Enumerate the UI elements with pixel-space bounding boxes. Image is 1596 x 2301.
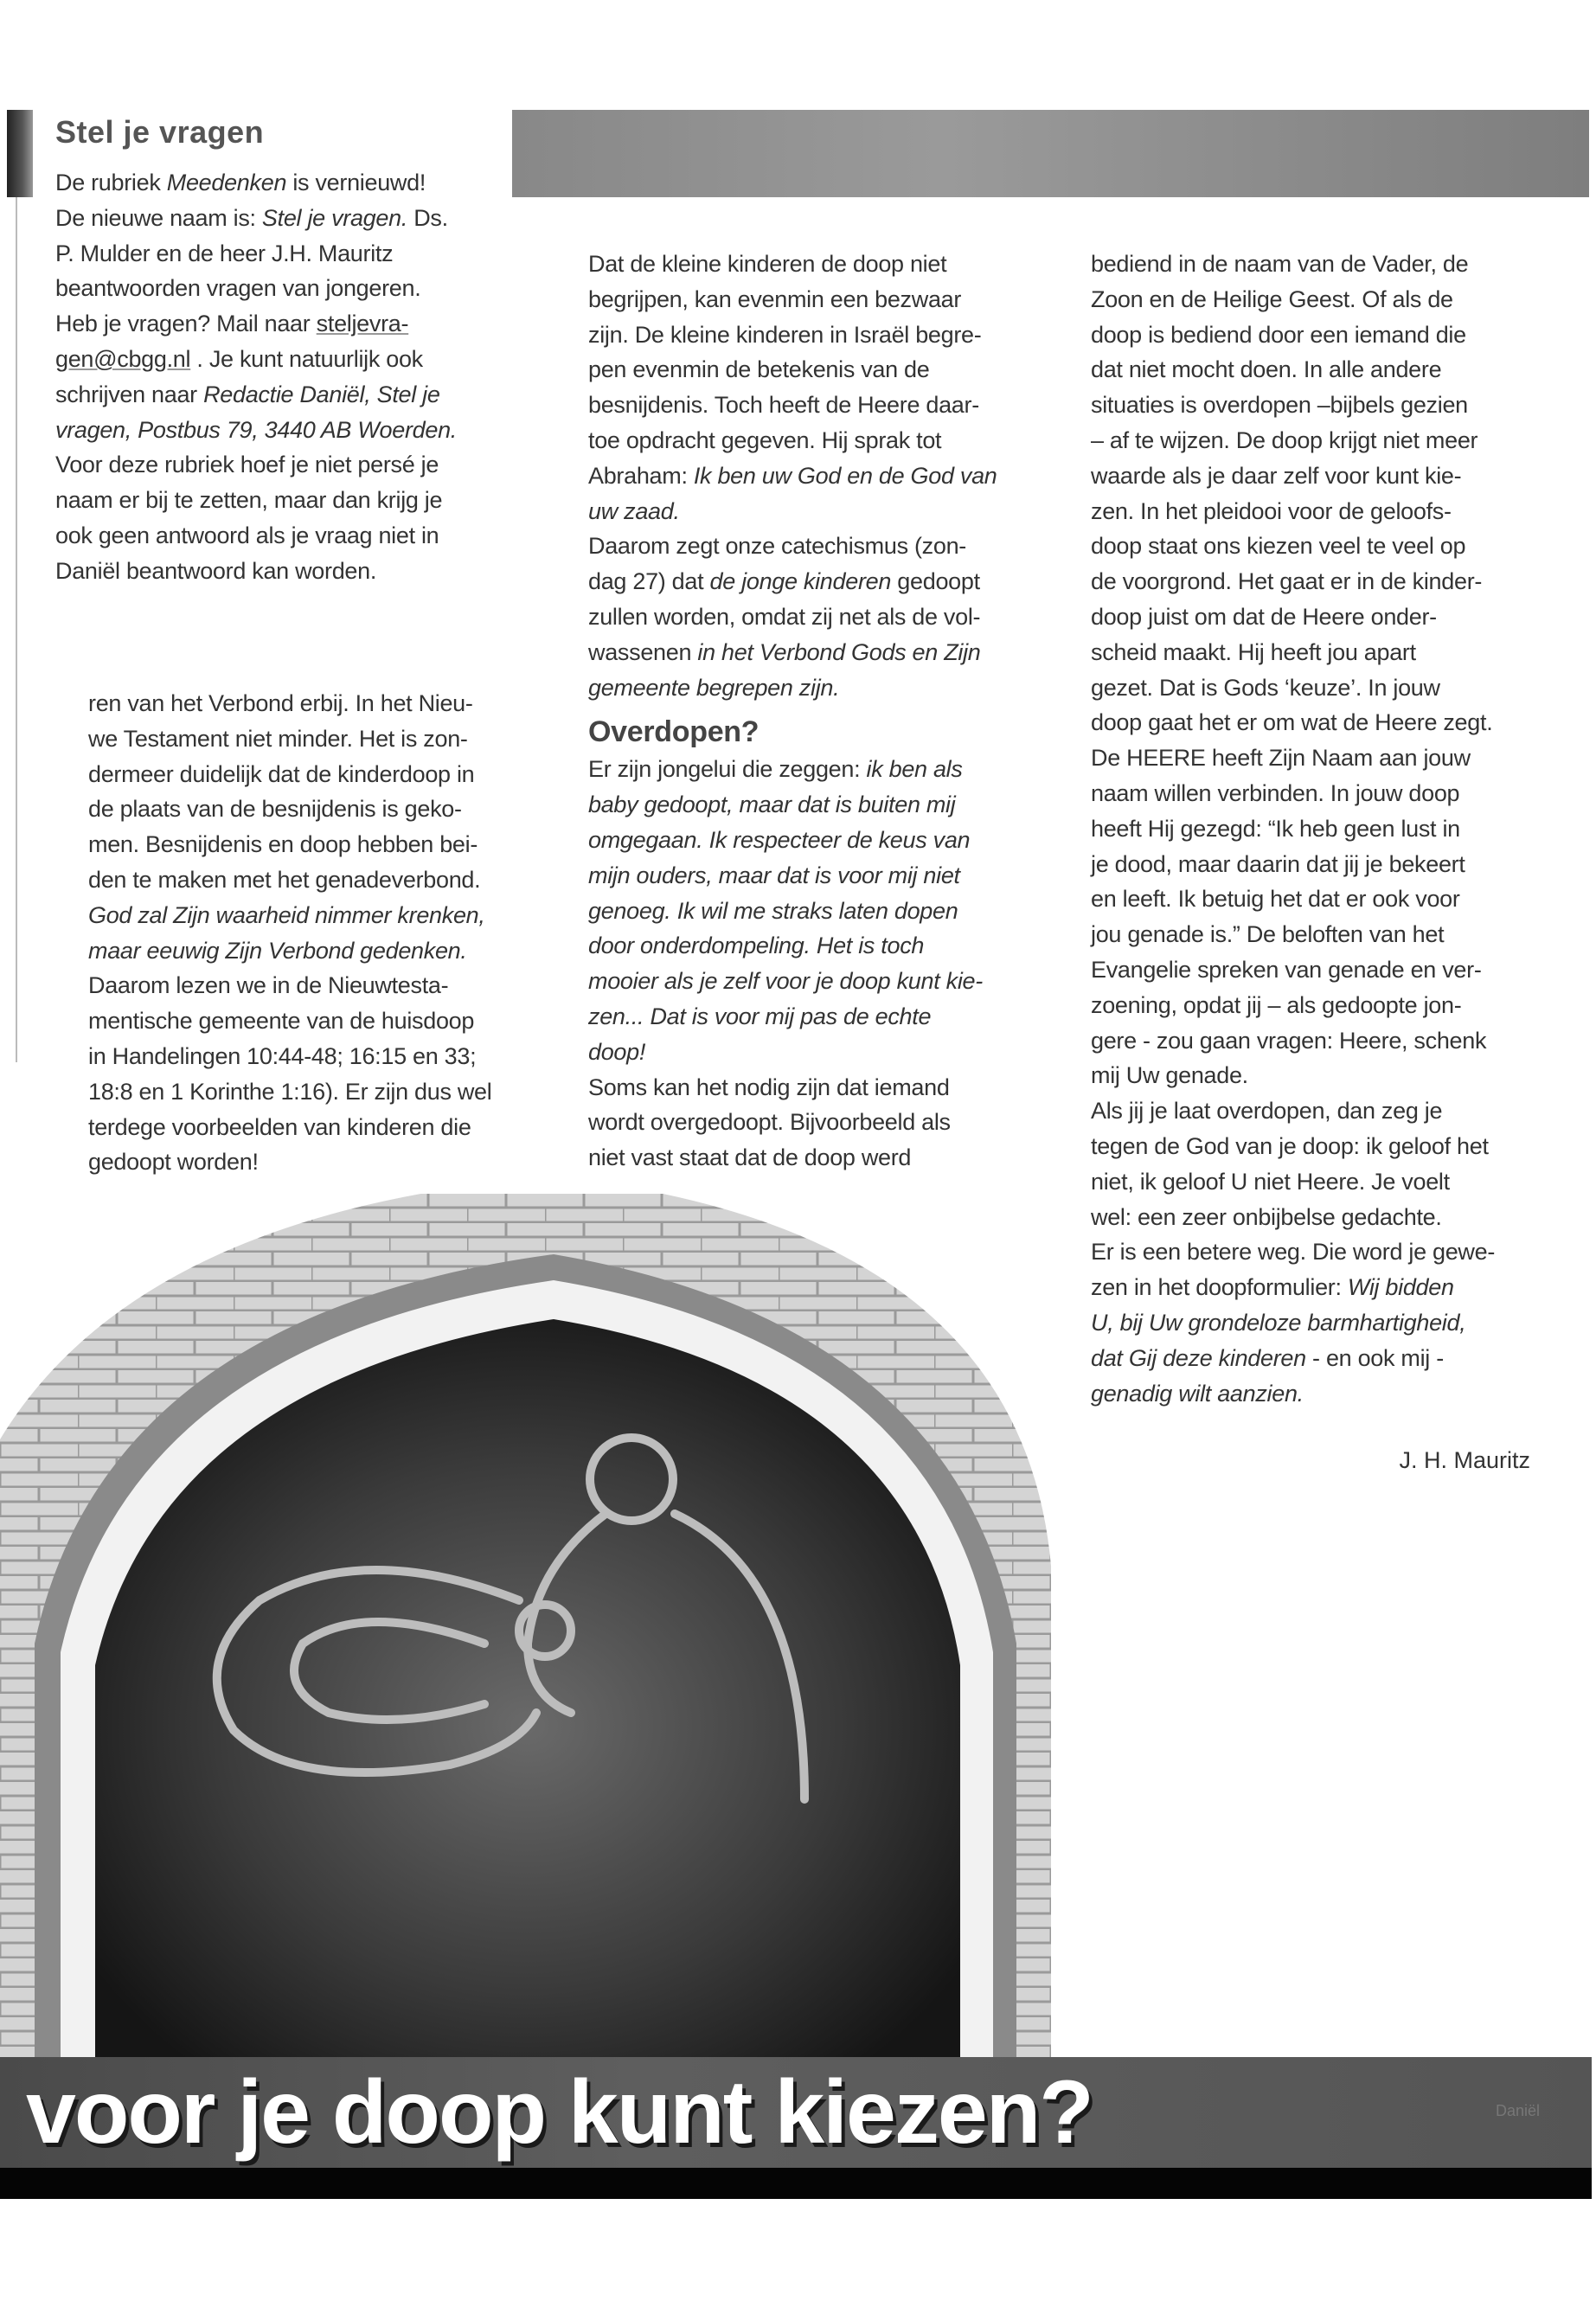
text-segment: en leeft. Ik betuig het dat er ook voor bbox=[1091, 886, 1460, 913]
sidebar-text bbox=[55, 165, 457, 589]
text-line bbox=[588, 1105, 997, 1140]
text-segment: Voor deze rubriek hoef je niet persé je bbox=[55, 452, 439, 478]
text-segment: mijn ouders, maar dat is voor mij niet bbox=[588, 862, 960, 888]
text-segment: De nieuwe naam is: bbox=[55, 204, 262, 231]
text-segment: naam er bij te zetten, maar dan krijg je bbox=[55, 487, 443, 514]
text-segment: genoeg. Ik wil me straks laten dopen bbox=[588, 897, 958, 924]
text-segment: schrijven naar bbox=[55, 381, 204, 407]
text-segment: tegen de God van je doop: ik geloof het bbox=[1091, 1132, 1489, 1159]
text-segment: omgegaan. Ik respecteer de keus van bbox=[588, 826, 971, 853]
sidebar-title: Stel je vragen bbox=[55, 114, 265, 150]
text-line bbox=[1091, 881, 1495, 917]
text-line bbox=[55, 271, 457, 306]
text-line bbox=[1091, 282, 1495, 317]
text-segment: gemeente begrepen zijn. bbox=[588, 674, 840, 701]
text-line bbox=[1091, 811, 1495, 847]
section-heading: Overdopen? bbox=[588, 715, 760, 749]
text-line bbox=[588, 752, 997, 787]
text-line bbox=[588, 928, 997, 964]
text-segment: dat niet mocht doen. In alle andere bbox=[1091, 356, 1442, 383]
text-segment: P. Mulder en de heer J.H. Mauritz bbox=[55, 240, 394, 266]
text-segment: Abraham: bbox=[588, 462, 694, 489]
text-segment: mentische gemeente van de huisdoop bbox=[88, 1008, 475, 1035]
text-line bbox=[55, 377, 457, 413]
column-left bbox=[88, 686, 491, 1180]
text-line bbox=[88, 968, 491, 1003]
text-line bbox=[1091, 705, 1495, 740]
text-segment: mooier als je zelf voor je doop kunt kie- bbox=[588, 968, 983, 995]
text-segment: . Je kunt natuurlijk ook bbox=[190, 345, 423, 372]
text-segment: terdege voorbeelden van kinderen die bbox=[88, 1113, 471, 1140]
text-line bbox=[1091, 776, 1495, 811]
text-segment: ook geen antwoord als je vraag niet in bbox=[55, 522, 439, 548]
text-segment: gedoopt bbox=[891, 568, 980, 595]
text-segment: maar eeuwig Zijn Verbond gedenken. bbox=[88, 937, 467, 964]
text-segment: waarde als je daar zelf voor kunt kie- bbox=[1091, 462, 1462, 489]
text-line bbox=[1091, 494, 1495, 529]
email-link[interactable]: gen@cbgg.nl bbox=[55, 345, 191, 372]
text-line bbox=[1091, 635, 1495, 670]
text-segment: Ds. bbox=[407, 204, 448, 231]
column-right bbox=[1091, 247, 1495, 1411]
text-line bbox=[1091, 847, 1495, 882]
text-segment: Soms kan het nodig zijn dat iemand bbox=[588, 1074, 950, 1100]
text-segment: Er is een betere weg. Die word je gewe- bbox=[1091, 1239, 1496, 1266]
text-line bbox=[55, 165, 457, 201]
text-segment: baby gedoopt, maar dat is buiten mij bbox=[588, 792, 956, 818]
text-segment: niet vast staat dat de doop werd bbox=[588, 1144, 912, 1171]
text-segment: 18:8 en 1 Korinthe 1:16). Er zijn dus wel bbox=[88, 1078, 492, 1105]
text-segment: gere - zou gaan vragen: Heere, schenk bbox=[1091, 1027, 1487, 1054]
text-segment: is vernieuwd! bbox=[286, 170, 426, 195]
text-segment: niet, ik geloof U niet Heere. Je voelt bbox=[1091, 1168, 1450, 1195]
bottom-strip bbox=[0, 2168, 1592, 2199]
column-middle bbox=[588, 247, 997, 1176]
text-segment: uw zaad. bbox=[588, 497, 680, 524]
text-segment: we Testament niet minder. Het is zon- bbox=[88, 725, 468, 752]
text-segment: de plaats van de besnijdenis is geko- bbox=[88, 796, 462, 823]
text-segment: situaties is overdopen –bijbels gezien bbox=[1091, 392, 1468, 419]
text-segment: wassenen bbox=[588, 638, 698, 665]
text-segment: zoening, opdat jij – als gedoopte jon- bbox=[1091, 991, 1462, 1018]
text-line bbox=[88, 757, 491, 792]
text-segment: jou genade is.” De beloften van het bbox=[1091, 921, 1445, 948]
text-line bbox=[1091, 352, 1495, 388]
text-line bbox=[1091, 670, 1495, 706]
text-segment: men. Besnijdenis en doop hebben bei- bbox=[88, 831, 478, 858]
text-segment: Wij bidden bbox=[1347, 1274, 1454, 1301]
text-segment: vragen, Postbus 79, 3440 AB Woerden. bbox=[55, 416, 457, 443]
text-segment: scheid maakt. Hij heeft jou apart bbox=[1091, 638, 1416, 665]
text-segment: begrijpen, kan evenmin een bezwaar bbox=[588, 285, 962, 312]
text-line bbox=[1091, 1164, 1495, 1200]
text-line bbox=[588, 529, 997, 564]
text-segment: doop! bbox=[588, 1038, 646, 1065]
page-label: Daniël bbox=[1495, 2102, 1540, 2119]
text-line bbox=[588, 1140, 997, 1176]
text-line bbox=[588, 494, 997, 529]
text-segment: mij Uw genade. bbox=[1091, 1062, 1248, 1089]
text-segment: zijn. De kleine kinderen in Israël begre- bbox=[588, 321, 982, 348]
column-middle-top bbox=[588, 247, 997, 705]
text-line bbox=[1091, 1376, 1495, 1412]
text-segment: de jonge kinderen bbox=[709, 568, 892, 595]
column-middle-bottom bbox=[588, 752, 997, 1176]
margin-rule bbox=[16, 197, 17, 1062]
text-segment: door onderdompeling. Het is toch bbox=[588, 933, 925, 959]
text-line bbox=[588, 787, 997, 823]
text-segment: gezet. Dat is Gods ‘keuze’. In jouw bbox=[1091, 674, 1440, 701]
text-line bbox=[88, 827, 491, 862]
text-line bbox=[588, 388, 997, 423]
text-segment: doop gaat het er om wat de Heere zegt. bbox=[1091, 709, 1493, 736]
text-segment: pen evenmin de betekenis van de bbox=[588, 356, 930, 383]
text-line bbox=[88, 792, 491, 827]
text-segment: dag 27) dat bbox=[588, 568, 710, 595]
text-line bbox=[1091, 423, 1495, 458]
text-segment: doop staat ons kiezen veel te veel op bbox=[1091, 533, 1466, 560]
text-segment: in Handelingen 10:44-48; 16:15 en 33; bbox=[88, 1042, 477, 1069]
text-line bbox=[588, 1035, 997, 1070]
text-segment: den te maken met het genadeverbond. bbox=[88, 866, 481, 893]
text-line bbox=[55, 342, 457, 377]
text-line bbox=[588, 635, 997, 670]
text-segment: Daniël beantwoord kan worden. bbox=[55, 557, 377, 584]
text-line bbox=[588, 282, 997, 317]
text-line bbox=[1091, 1200, 1495, 1235]
text-line bbox=[588, 599, 997, 635]
text-line bbox=[55, 306, 457, 342]
text-line bbox=[1091, 1234, 1495, 1270]
text-segment: - en ook mij - bbox=[1305, 1344, 1444, 1371]
text-segment: – af te wijzen. De doop krijgt niet meer bbox=[1091, 426, 1478, 453]
text-line bbox=[1091, 1305, 1495, 1341]
text-segment: zen... Dat is voor mij pas de echte bbox=[588, 1003, 932, 1029]
text-line bbox=[1091, 988, 1495, 1023]
text-line bbox=[88, 1144, 491, 1180]
text-line bbox=[1091, 247, 1495, 282]
section-marker bbox=[7, 110, 33, 197]
text-line bbox=[88, 1110, 491, 1145]
text-segment: de voorgrond. Het gaat er in de kinder- bbox=[1091, 568, 1483, 595]
text-line bbox=[55, 413, 457, 448]
text-line bbox=[588, 964, 997, 999]
text-line bbox=[88, 686, 491, 721]
text-segment: naam willen verbinden. In jouw doop bbox=[1091, 779, 1460, 806]
text-line bbox=[1091, 1023, 1495, 1059]
text-line bbox=[588, 1070, 997, 1106]
text-segment: Dat de kleine kinderen de doop niet bbox=[588, 251, 947, 277]
article-title: voor je doop kunt kiezen? bbox=[26, 2062, 1093, 2163]
text-line bbox=[88, 1074, 491, 1110]
text-line bbox=[1091, 317, 1495, 353]
text-segment: ren van het Verbond erbij. In het Nieu- bbox=[88, 690, 473, 716]
title-banner bbox=[0, 2057, 1592, 2168]
text-line bbox=[1091, 599, 1495, 635]
text-line bbox=[1091, 564, 1495, 599]
text-line bbox=[1091, 1093, 1495, 1129]
text-segment: Daarom zegt onze catechismus (zon- bbox=[588, 533, 966, 560]
email-link[interactable]: steljevra- bbox=[316, 311, 409, 337]
text-segment: zen. In het pleidooi voor de geloofs- bbox=[1091, 497, 1452, 524]
text-segment: De rubriek bbox=[55, 170, 167, 195]
text-line bbox=[1091, 529, 1495, 564]
author-signature: J. H. Mauritz bbox=[1399, 1447, 1530, 1473]
text-segment: zen in het doopformulier: bbox=[1091, 1274, 1348, 1301]
text-segment: Zoon en de Heilige Geest. Of als de bbox=[1091, 285, 1453, 312]
text-line bbox=[588, 423, 997, 458]
text-segment: toe opdracht gegeven. Hij sprak tot bbox=[588, 426, 942, 453]
text-line bbox=[55, 518, 457, 554]
text-line bbox=[1091, 952, 1495, 988]
text-line bbox=[588, 894, 997, 929]
text-line bbox=[1091, 1341, 1495, 1376]
text-segment: U, bij Uw grondeloze barmhartigheid, bbox=[1091, 1309, 1466, 1336]
text-segment: heeft Hij gezegd: “Ik heb geen lust in bbox=[1091, 815, 1460, 842]
text-line bbox=[588, 999, 997, 1035]
baptism-window-photo bbox=[0, 1194, 1051, 2059]
text-line bbox=[588, 670, 997, 706]
text-line bbox=[88, 1039, 491, 1074]
text-segment: besnijdenis. Toch heeft de Heere daar- bbox=[588, 392, 979, 419]
text-segment: dermeer duidelijk dat de kinderdoop in bbox=[88, 760, 475, 787]
text-line bbox=[588, 564, 997, 599]
text-line bbox=[1091, 1270, 1495, 1305]
text-segment: wel: een zeer onbijbelse gedachte. bbox=[1091, 1203, 1442, 1230]
text-line bbox=[88, 898, 491, 933]
text-segment: gedoopt worden! bbox=[88, 1149, 259, 1176]
text-line bbox=[88, 721, 491, 757]
text-line bbox=[55, 554, 457, 589]
text-line bbox=[55, 236, 457, 272]
text-line bbox=[588, 317, 997, 353]
text-segment: Redactie Daniël, Stel je bbox=[203, 381, 440, 407]
text-line bbox=[88, 1003, 491, 1039]
text-line bbox=[1091, 917, 1495, 952]
text-segment: God zal Zijn waarheid nimmer krenken, bbox=[88, 901, 485, 928]
text-segment: wordt overgedoopt. Bijvoorbeeld als bbox=[588, 1109, 951, 1136]
text-segment: genadig wilt aanzien. bbox=[1091, 1380, 1304, 1407]
text-segment: doop juist om dat de Heere onder- bbox=[1091, 603, 1437, 630]
text-line bbox=[1091, 1129, 1495, 1164]
text-line bbox=[1091, 1058, 1495, 1093]
header-band bbox=[512, 110, 1589, 197]
text-segment: beantwoorden vragen van jongeren. bbox=[55, 275, 421, 302]
text-line bbox=[88, 933, 491, 969]
text-line bbox=[588, 458, 997, 494]
text-line bbox=[588, 858, 997, 894]
text-line bbox=[55, 201, 457, 236]
text-segment: je dood, maar daarin dat jij je bekeert bbox=[1091, 850, 1465, 877]
text-line bbox=[588, 247, 997, 282]
text-segment: Heb je vragen? Mail naar bbox=[55, 311, 317, 337]
text-segment: bediend in de naam van de Vader, de bbox=[1091, 251, 1469, 277]
text-segment: Daarom lezen we in de Nieuwtesta- bbox=[88, 972, 449, 999]
text-segment: Meedenken bbox=[166, 170, 287, 195]
text-line bbox=[1091, 458, 1495, 494]
text-segment: doop is bediend door een iemand die bbox=[1091, 321, 1466, 348]
text-segment: Als jij je laat overdopen, dan zeg je bbox=[1091, 1098, 1443, 1125]
text-line bbox=[55, 447, 457, 483]
text-line bbox=[588, 823, 997, 858]
text-segment: Ik ben uw God en de God van bbox=[693, 462, 997, 489]
text-line bbox=[88, 862, 491, 898]
text-line bbox=[1091, 388, 1495, 423]
text-line bbox=[588, 352, 997, 388]
text-segment: De HEERE heeft Zijn Naam aan jouw bbox=[1091, 745, 1471, 772]
text-line bbox=[1091, 740, 1495, 776]
text-segment: dat Gij deze kinderen bbox=[1091, 1344, 1306, 1371]
text-segment: Er zijn jongelui die zeggen: bbox=[588, 756, 867, 783]
text-segment: in het Verbond Gods en Zijn bbox=[697, 638, 981, 665]
text-segment: Stel je vragen. bbox=[261, 204, 408, 231]
text-segment: ik ben als bbox=[866, 756, 963, 783]
text-segment: Evangelie spreken van genade en ver- bbox=[1091, 956, 1482, 983]
text-line bbox=[55, 483, 457, 518]
text-segment: zullen worden, omdat zij net als de vol- bbox=[588, 603, 981, 630]
